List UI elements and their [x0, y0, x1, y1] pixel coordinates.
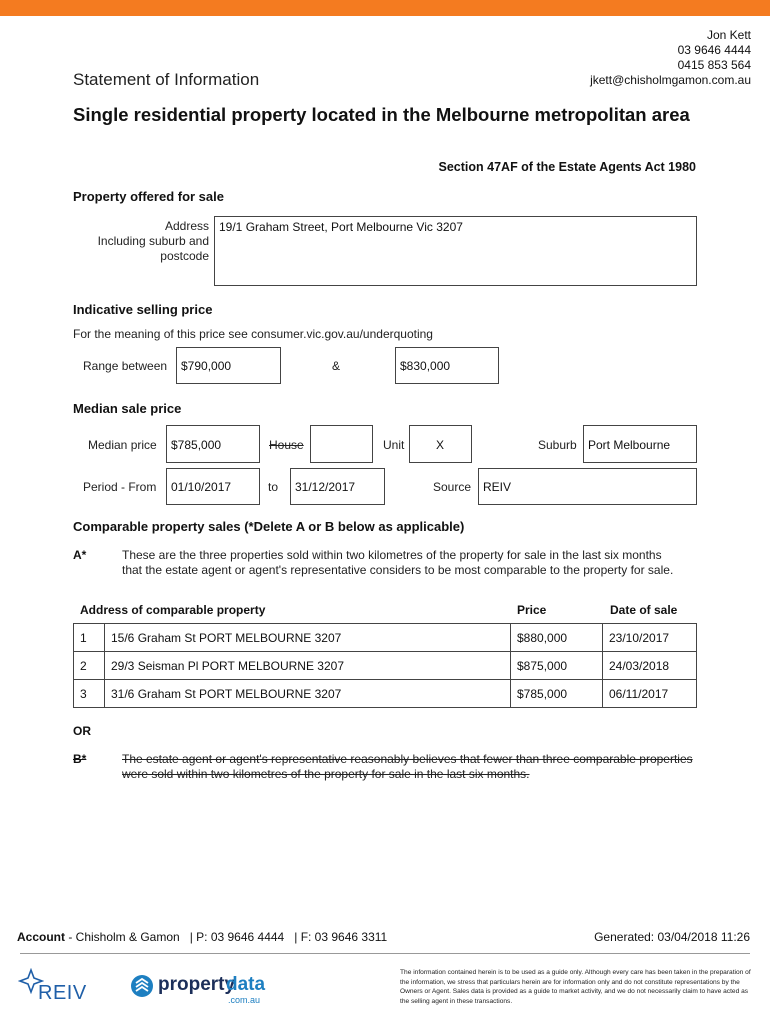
- median-heading: Median sale price: [73, 401, 182, 416]
- source-label: Source: [433, 480, 472, 494]
- period-label: Period - From: [83, 480, 157, 494]
- row-price: $880,000: [511, 624, 603, 652]
- row-number: 2: [74, 652, 105, 680]
- row-number: 1: [74, 624, 105, 652]
- price-high-field[interactable]: $830,000: [395, 347, 499, 384]
- range-ampersand: &: [332, 359, 341, 373]
- source-field[interactable]: REIV: [478, 468, 697, 505]
- statement-heading: Statement of Information: [73, 70, 260, 89]
- footer-divider: [20, 953, 750, 954]
- col-price-header: Price: [517, 603, 547, 617]
- footer-disclaimer: The information contained herein is to be used as a guide only. Although every care has been taken in the preparation of the information, we stress that particulars herein are for information only and do not constitute representations by the Owners or Agent. Sales data is provided as a guide to market activity, and we do not necessarily claim to have acted as the selling agent in these transactions.: [400, 969, 751, 1005]
- table-row: [74, 680, 697, 708]
- option-b-text: The estate agent or agent's representative reasonably believes that fewer than three comparable properties were sold within two kilometres of the property for sale in the last six months.: [122, 752, 693, 781]
- agent-mobile: 0415 853 564: [677, 58, 751, 72]
- row-price: $785,000: [511, 680, 603, 708]
- range-label: Range between: [83, 359, 168, 373]
- median-price-label: Median price: [88, 438, 157, 452]
- account-details: - Chisholm & Gamon | P: 03 9646 4444 | F: 03 9646 3311: [65, 930, 388, 944]
- agent-phone: 03 9646 4444: [677, 43, 751, 57]
- house-label: House: [269, 438, 304, 452]
- option-a-label: A*: [73, 548, 87, 562]
- agent-name: Jon Kett: [706, 28, 751, 42]
- address-label: Address Including suburb and postcode: [97, 219, 209, 263]
- pd-logo-text-data: data: [226, 974, 266, 995]
- top-accent-bar: [0, 0, 770, 16]
- col-address-header: Address of comparable property: [80, 603, 266, 617]
- propertydata-logo: [130, 972, 270, 1008]
- page-title: Single residential property located in the Melbourne metropolitan area: [73, 104, 690, 125]
- comparable-heading: Comparable property sales (*Delete A or B below as applicable): [73, 519, 465, 534]
- price-heading: Indicative selling price: [73, 302, 213, 317]
- footer-account: [17, 930, 387, 944]
- row-date: 06/11/2017: [603, 680, 697, 708]
- row-address: 31/6 Graham St PORT MELBOURNE 3207: [105, 680, 511, 708]
- reiv-logo: [16, 966, 96, 1006]
- row-address: 15/6 Graham St PORT MELBOURNE 3207: [105, 624, 511, 652]
- row-date: 23/10/2017: [603, 624, 697, 652]
- option-a-text: These are the three properties sold within two kilometres of the property for sale in the last six months that the estate agent or agent's representative considers to be most comparable to the property for sale.: [122, 548, 674, 577]
- price-low-field[interactable]: $790,000: [176, 347, 281, 384]
- suburb-field[interactable]: Port Melbourne: [583, 425, 697, 463]
- agent-contact: [590, 28, 751, 88]
- property-heading: Property offered for sale: [73, 189, 224, 204]
- col-date-header: Date of sale: [610, 603, 678, 617]
- pd-logo-text-property: property: [158, 974, 236, 995]
- median-price-field[interactable]: $785,000: [166, 425, 260, 463]
- period-to-field[interactable]: 31/12/2017: [290, 468, 385, 505]
- row-number: 3: [74, 680, 105, 708]
- unit-label: Unit: [383, 438, 405, 452]
- address-field[interactable]: 19/1 Graham Street, Port Melbourne Vic 3207: [214, 216, 697, 286]
- account-label: Account: [17, 930, 65, 944]
- row-price: $875,000: [511, 652, 603, 680]
- period-from-field[interactable]: 01/10/2017: [166, 468, 260, 505]
- act-section: Section 47AF of the Estate Agents Act 1980: [438, 160, 696, 174]
- table-row: [74, 652, 697, 680]
- generated-timestamp: Generated: 03/04/2018 11:26: [594, 930, 750, 944]
- option-b-label: B*: [73, 752, 87, 766]
- row-address: 29/3 Seisman Pl PORT MELBOURNE 3207: [105, 652, 511, 680]
- comparable-table: [73, 623, 697, 708]
- suburb-label: Suburb: [538, 438, 577, 452]
- table-row: [74, 624, 697, 652]
- or-divider: OR: [73, 724, 91, 738]
- reiv-logo-text: REIV: [38, 982, 87, 1004]
- propertydata-logo-icon: [130, 974, 154, 998]
- period-to-label: to: [268, 480, 279, 494]
- underquoting-note: For the meaning of this price see consumer.vic.gov.au/underquoting: [73, 327, 433, 341]
- pd-logo-text-domain: .com.au: [228, 995, 261, 1005]
- house-field[interactable]: [310, 425, 373, 463]
- agent-email[interactable]: jkett@chisholmgamon.com.au: [590, 73, 751, 87]
- row-date: 24/03/2018: [603, 652, 697, 680]
- unit-field[interactable]: X: [409, 425, 472, 463]
